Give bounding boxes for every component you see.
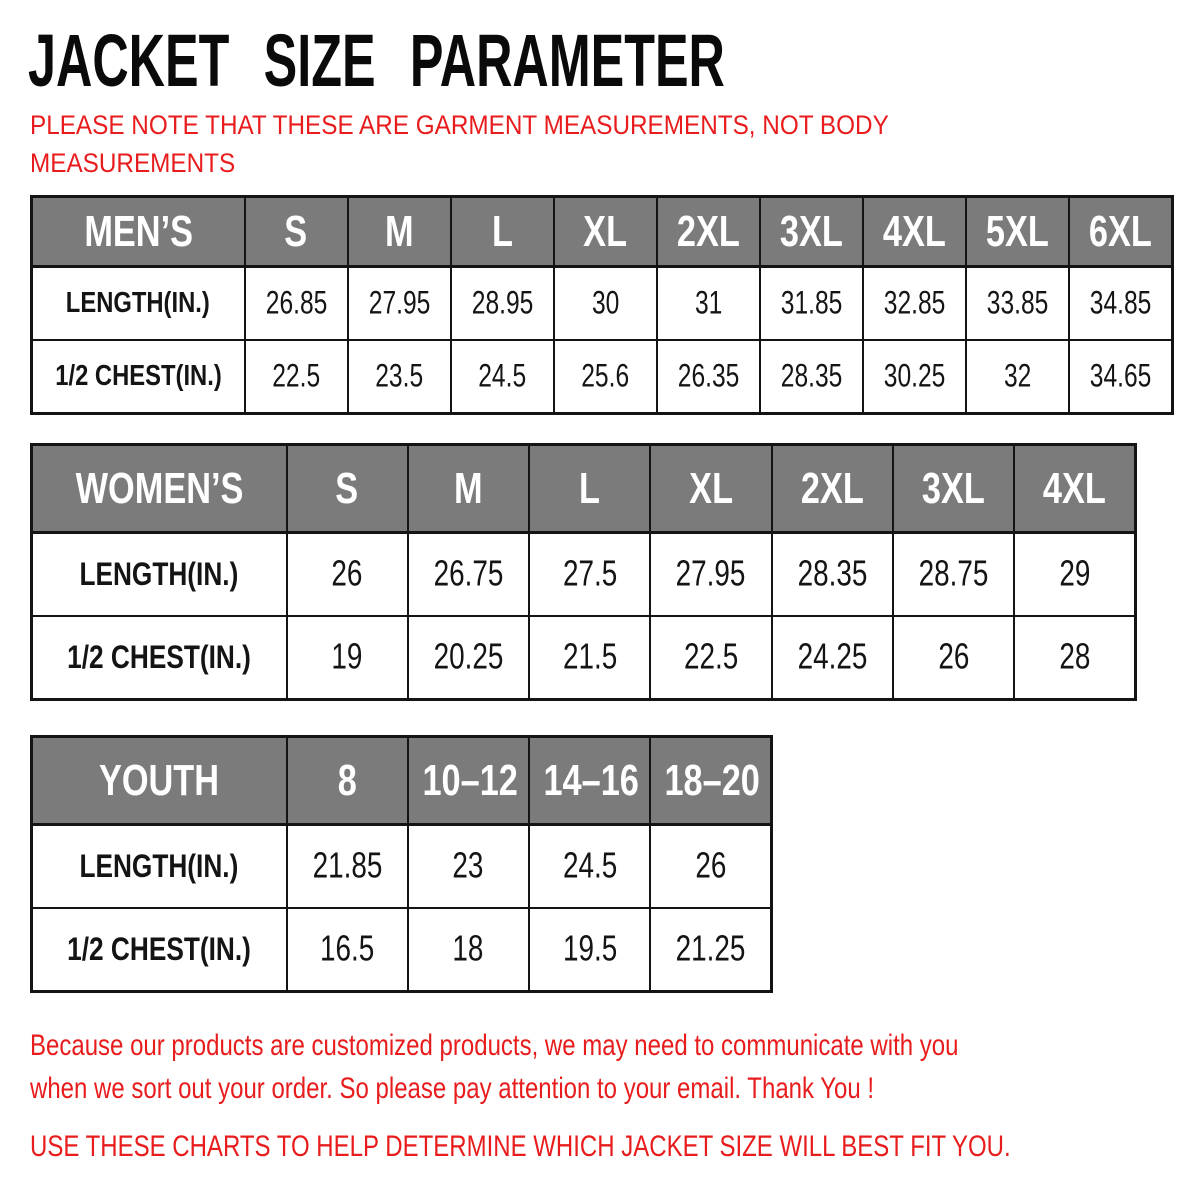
measurement-value-text: 31: [694, 285, 723, 321]
measurement-value-text: 18: [452, 929, 484, 969]
row-label-text: 1/2 CHEST(IN.): [67, 639, 252, 675]
measurement-value-text: 32.85: [883, 285, 946, 321]
row-label-text: LENGTH(IN.): [66, 287, 211, 319]
customization-notice: [30, 1024, 958, 1110]
table-title-text: WOMEN’S: [75, 463, 244, 513]
size-header-text: 4XL: [1043, 463, 1107, 513]
measurement-value-text: 32: [1004, 358, 1032, 394]
measurement-value-text: 28: [1059, 637, 1091, 677]
note-line-2: MEASUREMENTS: [30, 148, 236, 178]
measurement-value: [451, 267, 554, 341]
page-title: JACKET SIZE PARAMETER: [28, 19, 725, 102]
measurement-value-text: 28.75: [918, 554, 989, 594]
size-header: [554, 197, 657, 267]
row-label-text: 1/2 CHEST(IN.): [67, 931, 252, 967]
measurement-value: [554, 267, 657, 341]
measurement-value-text: 26: [695, 846, 727, 886]
row-label-text: LENGTH(IN.): [79, 556, 239, 592]
measurement-value-text: 22.5: [272, 358, 320, 394]
measurement-value: [529, 533, 650, 617]
size-header-text: 18–20: [664, 755, 761, 805]
measurement-value: [287, 825, 408, 909]
row-label-text: 1/2 CHEST(IN.): [55, 360, 222, 392]
size-header-text: 10–12: [422, 755, 518, 805]
measurement-value: [1014, 616, 1135, 700]
size-header: [893, 445, 1014, 533]
measurement-value-text: 28.95: [471, 285, 534, 321]
chart-usage-note: USE THESE CHARTS TO HELP DETERMINE WHICH JACKET SIZE WILL BEST FIT YOU.: [30, 1130, 1011, 1163]
size-header-row: [32, 445, 1136, 533]
size-header: [966, 197, 1069, 267]
measurement-value-text: 24.25: [797, 637, 868, 677]
measurement-value-text: 24.5: [478, 358, 527, 394]
measurement-row: [32, 825, 772, 909]
measurement-value: [554, 340, 657, 414]
measurement-value: [529, 616, 650, 700]
measurement-value-text: 23.5: [375, 358, 424, 394]
size-header-text: 6XL: [1089, 206, 1153, 256]
measurement-value: [348, 340, 451, 414]
measurement-value: [408, 616, 529, 700]
size-header: [650, 737, 771, 825]
table-title: [32, 737, 287, 825]
measurement-value: [1069, 340, 1172, 414]
measurement-value: [772, 616, 893, 700]
size-header-text: L: [491, 206, 513, 256]
row-label: [32, 616, 287, 700]
measurement-value-text: 28.35: [797, 554, 868, 594]
row-label-text: LENGTH(IN.): [79, 848, 239, 884]
measurement-value-text: 31.85: [780, 285, 843, 321]
measurement-value: [863, 267, 966, 341]
measurement-value: [657, 340, 760, 414]
measurement-value: [966, 267, 1069, 341]
size-header-text: XL: [689, 463, 733, 513]
measurement-value: [650, 616, 771, 700]
measurement-value: [451, 340, 554, 414]
size-header-text: 5XL: [986, 206, 1050, 256]
row-label: [32, 267, 245, 341]
measurement-value-text: 19.5: [562, 929, 617, 969]
size-header: [657, 197, 760, 267]
measurement-value: [287, 908, 408, 992]
measurement-value-text: 27.95: [676, 554, 746, 594]
size-header-text: M: [454, 463, 483, 513]
size-header-text: S: [335, 463, 359, 513]
measurement-value: [772, 533, 893, 617]
measurement-value-text: 19: [331, 637, 363, 677]
measurement-value-text: 22.5: [683, 637, 739, 677]
size-header: [650, 445, 771, 533]
size-header-text: 3XL: [780, 206, 844, 256]
garment-measurement-note: [30, 106, 889, 182]
table-title: [32, 197, 245, 267]
size-header-text: XL: [583, 206, 628, 256]
note-line-1: PLEASE NOTE THAT THESE ARE GARMENT MEASUREMENTS, NOT BODY: [30, 110, 889, 140]
measurement-value-text: 33.85: [987, 285, 1049, 321]
size-header: [1069, 197, 1172, 267]
size-header: [529, 737, 650, 825]
row-label: [32, 825, 287, 909]
measurement-value-text: 30: [591, 285, 620, 321]
measurement-value: [529, 825, 650, 909]
measurement-value: [657, 267, 760, 341]
measurement-value: [287, 533, 408, 617]
measurement-value-text: 20.25: [433, 637, 504, 677]
measurement-value-text: 21.25: [675, 929, 746, 969]
measurement-value: [529, 908, 650, 992]
row-label: [32, 908, 287, 992]
measurement-value: [650, 825, 771, 909]
measurement-value: [408, 533, 529, 617]
measurement-value: [650, 908, 771, 992]
size-header: [245, 197, 348, 267]
measurement-value: [245, 340, 348, 414]
size-header: [451, 197, 554, 267]
measurement-value-text: 26.85: [265, 285, 327, 321]
row-label: [32, 340, 245, 414]
measurement-value: [863, 340, 966, 414]
measurement-value: [1069, 267, 1172, 341]
measurement-value-text: 26.35: [677, 358, 740, 394]
size-header: [863, 197, 966, 267]
size-header: [348, 197, 451, 267]
measurement-value-text: 25.6: [581, 358, 630, 394]
size-header-text: 4XL: [883, 206, 947, 256]
size-header-text: L: [579, 463, 601, 513]
customization-notice-line-1: Because our products are customized products, we may need to communicate with you: [30, 1029, 959, 1062]
measurement-value-text: 21.85: [312, 846, 383, 886]
size-header-text: 3XL: [922, 463, 986, 513]
measurement-value-text: 34.65: [1089, 358, 1152, 394]
measurement-value-text: 27.95: [368, 285, 430, 321]
measurement-value: [245, 267, 348, 341]
size-header-text: S: [284, 206, 308, 256]
mens-size-table: [30, 195, 1174, 415]
measurement-row: [32, 340, 1173, 414]
measurement-row: [32, 616, 1136, 700]
measurement-value: [893, 533, 1014, 617]
measurement-value: [348, 267, 451, 341]
size-header-text: 2XL: [800, 463, 864, 513]
size-header-row: [32, 197, 1173, 267]
measurement-value-text: 27.5: [562, 554, 617, 594]
size-header: [772, 445, 893, 533]
measurement-value: [966, 340, 1069, 414]
size-header-row: [32, 737, 772, 825]
youth-size-table: [30, 735, 773, 993]
measurement-value-text: 23: [452, 846, 484, 886]
size-header-text: 14–16: [543, 755, 639, 805]
measurement-value-text: 28.35: [780, 358, 843, 394]
size-header: [760, 197, 863, 267]
size-header: [529, 445, 650, 533]
size-header-text: 2XL: [677, 206, 740, 256]
measurement-value-text: 16.5: [319, 929, 375, 969]
measurement-value-text: 21.5: [562, 637, 617, 677]
measurement-value: [760, 267, 863, 341]
measurement-value: [1014, 533, 1135, 617]
measurement-value-text: 26.75: [433, 554, 504, 594]
measurement-value: [760, 340, 863, 414]
size-header: [408, 737, 529, 825]
measurement-value-text: 30.25: [883, 358, 946, 394]
measurement-value-text: 34.85: [1089, 285, 1152, 321]
measurement-value-text: 29: [1059, 554, 1091, 594]
size-header: [287, 445, 408, 533]
size-header-text: 8: [337, 755, 357, 805]
womens-size-table: [30, 443, 1137, 701]
measurement-value: [893, 616, 1014, 700]
measurement-row: [32, 908, 772, 992]
measurement-value: [287, 616, 408, 700]
measurement-value-text: 24.5: [562, 846, 617, 886]
measurement-value-text: 26: [938, 637, 970, 677]
measurement-value-text: 26: [331, 554, 363, 594]
measurement-row: [32, 533, 1136, 617]
measurement-value: [408, 825, 529, 909]
measurement-row: [32, 267, 1173, 341]
row-label: [32, 533, 287, 617]
size-header: [287, 737, 408, 825]
table-title: [32, 445, 287, 533]
size-header: [408, 445, 529, 533]
measurement-value: [408, 908, 529, 992]
table-title-text: YOUTH: [99, 755, 220, 805]
customization-notice-line-2: when we sort out your order. So please pay attention to your email. Thank You !: [30, 1072, 875, 1105]
measurement-value: [650, 533, 771, 617]
size-header-text: M: [384, 206, 414, 256]
table-title-text: MEN’S: [83, 206, 193, 256]
size-header: [1014, 445, 1135, 533]
